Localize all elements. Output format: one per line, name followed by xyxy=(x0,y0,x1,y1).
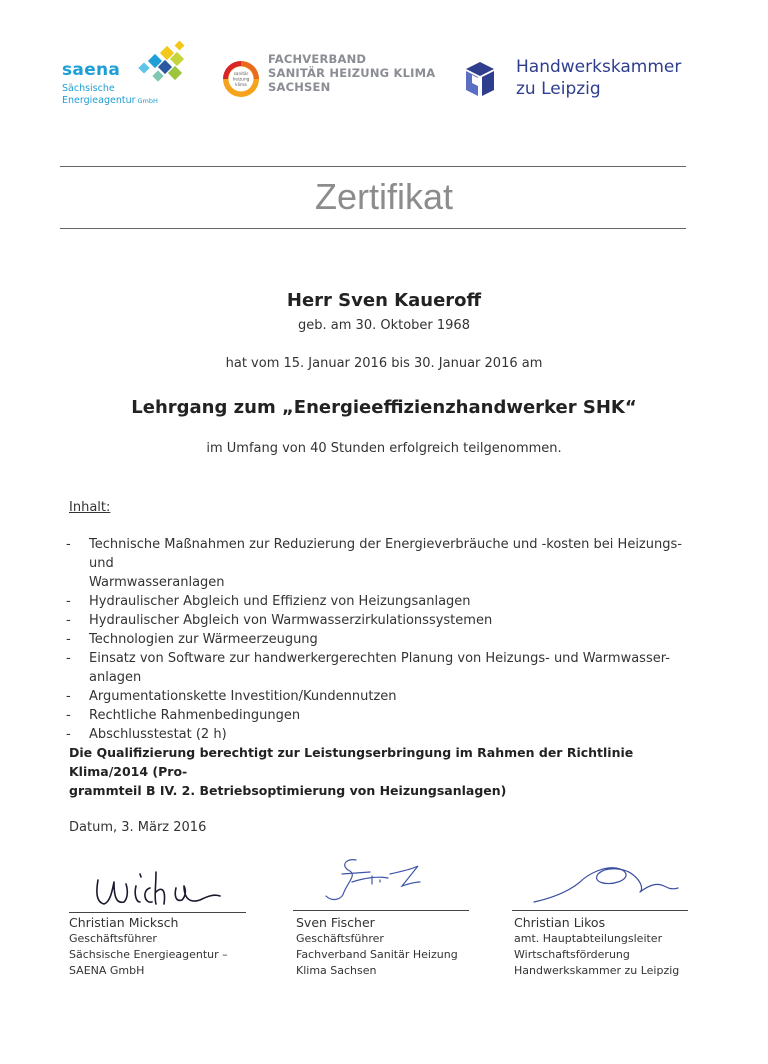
course-title: Lehrgang zum „Energieeffizienzhandwerker SHK“ xyxy=(131,397,637,418)
signature-line-2 xyxy=(293,910,469,911)
recipient-name: Herr Sven Kaueroff xyxy=(286,290,482,311)
title-rule-top xyxy=(60,166,686,167)
handwerkskammer-emblem-icon xyxy=(460,60,500,100)
issue-date: Datum, 3. März 2016 xyxy=(69,820,207,835)
list-item: - Abschlusstestat (2 h) xyxy=(66,727,227,742)
course-scope: im Umfang von 40 Stunden erfolgreich teilgenommen. xyxy=(206,441,562,456)
list-item: - Technische Maßnahmen zur Reduzierung der Energieverbräuche und -kosten bei Heizungs- und Warmwasseranlagen xyxy=(66,537,682,590)
list-item: - Technologien zur Wärmeerzeugung xyxy=(66,632,318,647)
signatory-name: Sven Fischer xyxy=(296,915,375,930)
list-item: - Einsatz von Software zur handwerkergerechten Planung von Heizungs- und Warmwasser- anlagen xyxy=(66,651,670,685)
fachverband-logo xyxy=(222,52,452,108)
svg-text:klima: klima xyxy=(235,82,247,87)
signatory-3: Christian Likos amt. Hauptabteilungsleiter Wirtschaftsförderung Handwerkskammer zu Leipzig xyxy=(514,915,734,979)
signatory-2: Sven Fischer Geschäftsführer Fachverband Sanitär Heizung Klima Sachsen xyxy=(296,915,496,979)
handwerkskammer-text: Handwerkskammer zu Leipzig xyxy=(516,57,682,99)
content-list xyxy=(64,535,704,744)
list-item: - Argumentationskette Investition/Kundennutzen xyxy=(66,689,397,704)
saena-logo xyxy=(62,40,192,112)
signatory-name: Christian Likos xyxy=(514,915,606,930)
saena-wordmark: saena xyxy=(62,60,121,80)
svg-text:heizung: heizung xyxy=(232,76,250,82)
qualification-statement: Die Qualifizierung berechtigt zur Leistungserbringung im Rahmen der Richtlinie Klima/2014 (Pro- grammteil B IV. 2. Betriebsoptimierung von Heizungsanlagen) xyxy=(69,745,634,798)
handwerkskammer-logo xyxy=(460,56,710,106)
list-item: - Hydraulischer Abgleich und Effizienz von Heizungsanlagen xyxy=(66,594,471,609)
fachverband-text: FACHVERBAND SANITÄR HEIZUNG KLIMA SACHSEN xyxy=(268,52,436,94)
saena-diamond-icon xyxy=(126,40,190,90)
signature-line-3 xyxy=(512,910,688,911)
fachverband-seal-icon xyxy=(222,60,260,98)
signatory-1: Christian Micksch Geschäftsführer Sächsische Energieagentur – SAENA GmbH xyxy=(69,915,269,979)
saena-subtitle-1: Sächsische xyxy=(62,83,115,94)
signature-micksch xyxy=(90,862,230,912)
signatory-name: Christian Micksch xyxy=(69,915,179,930)
content-label: Inhalt: xyxy=(69,500,111,515)
course-period: hat vom 15. Januar 2016 bis 30. Januar 2016 am xyxy=(225,356,543,371)
svg-text:sanitär: sanitär xyxy=(233,71,249,76)
list-item: - Hydraulischer Abgleich von Warmwasserzirkulationssystemen xyxy=(66,613,493,628)
certificate-title: Zertifikat xyxy=(314,176,454,217)
saena-subtitle-2: Energieagentur GmbH xyxy=(62,95,158,106)
signature-likos xyxy=(528,852,688,910)
signature-line-1 xyxy=(69,912,246,913)
recipient-birth: geb. am 30. Oktober 1968 xyxy=(298,318,470,333)
title-rule-bottom xyxy=(60,228,686,229)
list-item: - Rechtliche Rahmenbedingungen xyxy=(66,708,301,723)
signature-fischer xyxy=(318,852,428,910)
